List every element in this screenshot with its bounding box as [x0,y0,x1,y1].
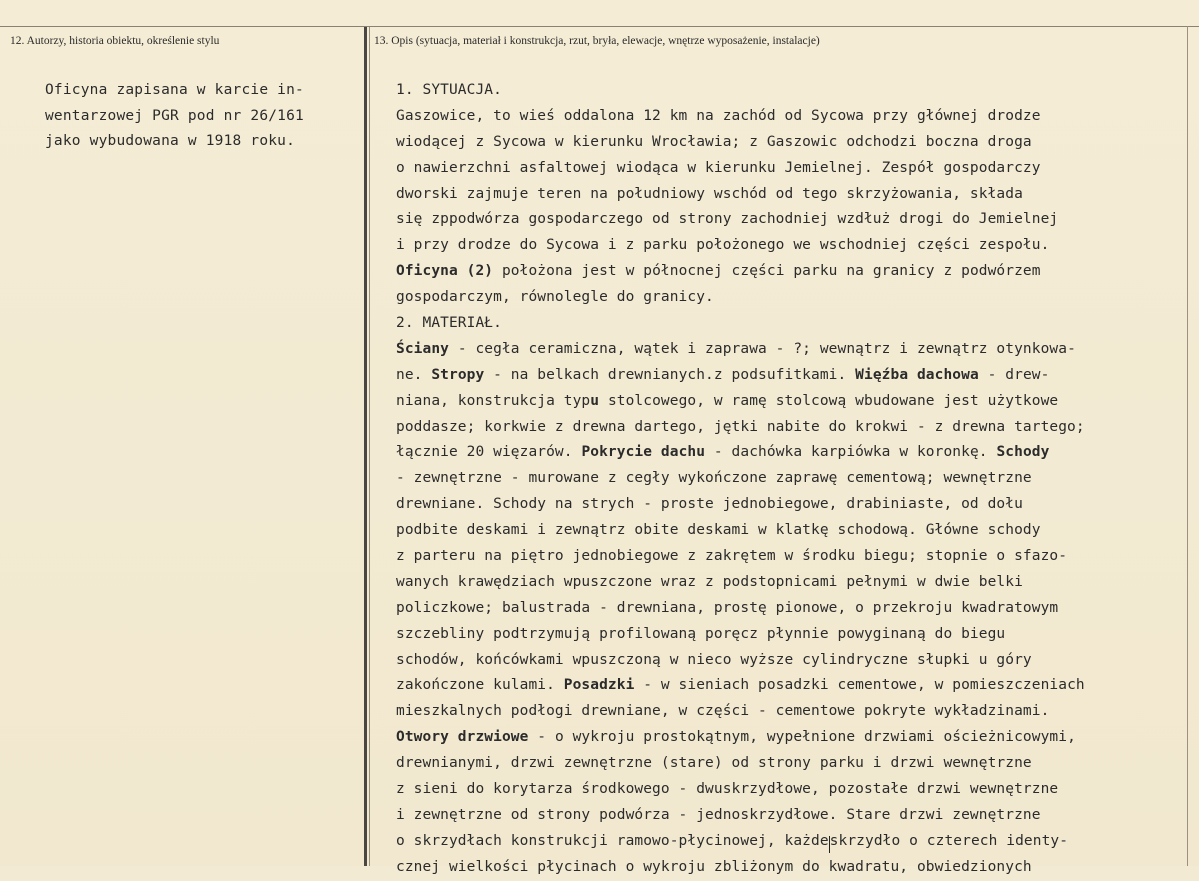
description-line [396,337,1186,363]
description-line [396,648,1186,674]
left-line: jako wybudowana w 1918 roku. [45,133,296,149]
line-text: - zewnętrzne - murowane z cegły wykończone zaprawę cementową; wewnętrzne [396,470,1032,487]
line-text: z parteru na piętro jednobiegowe z zakrętem w środku biegu; stopnie o sfazo- [396,548,1068,565]
line-text: cznej wielkości płycinach o wykroju zbliżonym do kwadratu, obwiedzionych [396,858,1032,875]
description-line [396,544,1186,570]
line-text: z sieni do korytarza środkowego - dwuskrzydłowe, pozostałe drzwi wewnętrzne [396,781,1059,798]
description-line [396,803,1186,829]
line-text: łącznie 20 więzarów. [396,444,582,461]
description-line [396,466,1186,492]
line-text: - cegła ceramiczna, wątek i zaprawa - ?; wewnątrz i zewnątrz otynkowa- [448,340,1076,357]
line-text: skrzydło o czterech identy- [829,832,1069,849]
line-text: dworski zajmuje teren na południowy wschód od tego skrzyżowania, składa [396,185,1023,202]
line-text: wanych krawędziach wpuszczone wraz z podstopnicami pełnymi w dwie belki [396,573,1023,590]
line-text: i przy drodze do Sycowa i z parku położonego we wschodniej części zespołu. [396,237,1050,254]
line-text: drewnianymi, drzwi zewnętrzne (stare) od strony parku i drzwi wewnętrzne [396,755,1032,772]
description-line [396,855,1186,881]
line-text: i zewnętrzne od strony podwórza - jednoskrzydłowe. Stare drzwi zewnętrzne [396,806,1041,823]
description-line [396,751,1186,777]
line-text: - o wykroju prostokątnym, wypełnione drzwiami ościeżnicowymi, [528,729,1076,746]
left-line: wentarzowej PGR pod nr 26/161 [45,107,304,124]
column-divider [364,27,367,866]
line-text: policzkowe; balustrada - drewniana, prostę pionowe, o przekroju kwadratowym [396,599,1059,616]
bold-heading-text: u [590,392,600,409]
description-line [396,570,1186,596]
description-line [396,182,1186,208]
line-text: się zppodwórza gospodarczego od strony zachodniej wzdłuż drogi do Jemielnej [396,211,1059,228]
description-line [396,699,1186,725]
line-text: 2. MATERIAŁ. [396,315,502,332]
right-border [1187,26,1188,866]
line-text: schodów, końcówkami wpuszczoną w nieco wyższe cylindryczne słupki u góry [396,651,1032,668]
bold-heading-text: Ściany [396,340,449,357]
description-line [396,78,1186,104]
description-line [396,363,1186,389]
description-line [396,596,1186,622]
line-text: położona jest w północnej części parku na granicy z podwórzem [493,263,1041,280]
bold-heading-text: Stropy [431,366,485,383]
line-text: niana, konstrukcja typ [396,392,591,409]
line-text: gospodarczym, równolegle do granicy. [396,289,714,306]
left-column-text [45,78,345,155]
description-text [396,78,1186,881]
description-line [396,622,1186,648]
description-line [396,311,1186,337]
description-line [396,415,1186,441]
bold-heading-text: Więźba dachowa [855,366,979,383]
section-13-header: 13. Opis (sytuacja, materiał i konstrukcja, rzut, bryła, elewacje, wnętrze wyposażenie, instalacje) [374,35,820,47]
description-line [396,156,1186,182]
bold-heading-text: Posadzki [563,677,635,694]
line-text: ne. [396,366,432,383]
line-text: podbite deskami i zewnątrz obite deskami w klatkę schodową. Główne schody [396,522,1041,539]
section-12-header: 12. Autorzy, historia obiektu, określenie stylu [10,35,220,47]
description-line [396,130,1186,156]
line-text: - na belkach drewnianych.z podsufitkami. [484,366,856,383]
line-text: poddasze; korkwie z drewna dartego, jętki nabite do krokwi - z drewna tartego; [396,418,1085,435]
description-line [396,233,1186,259]
line-text: zakończone kulami. [396,677,564,694]
bold-heading-text: Otwory drzwiowe [396,729,529,746]
bold-heading-text: Pokrycie dachu [581,444,706,461]
bold-heading-text: Oficyna (2) [396,263,494,280]
line-text: wiodącej z Sycowa w kierunku Wrocławia; z Gaszowic odchodzi boczna droga [396,133,1032,150]
line-text: Gaszowice, to wieś oddalona 12 km na zachód od Sycowa przy głównej drodze [396,107,1041,124]
description-line [396,285,1186,311]
bold-heading-text: Schody [996,444,1050,461]
line-text: - w sieniach posadzki cementowe, w pomieszczeniach [634,677,1085,694]
line-text: o skrzydłach konstrukcji ramowo-płycinowej, każde [396,832,829,849]
top-rule [0,26,1199,27]
description-line [396,829,1186,855]
description-line [396,259,1186,285]
line-text: 1. SYTUACJA. [396,82,502,98]
line-text: o nawierzchni asfaltowej wiodąca w kierunku Jemielnej. Zespół gospodarczy [396,159,1041,176]
line-text: drewniane. Schody na strych - proste jednobiegowe, drabiniaste, od dołu [396,496,1023,513]
description-line [396,207,1186,233]
line-text: szczebliny podtrzymują profilowaną poręcz płynnie powyginaną do biegu [396,625,1006,642]
column-divider-thin [369,27,370,866]
description-line [396,104,1186,130]
description-line [396,725,1186,751]
description-line [396,518,1186,544]
description-line [396,492,1186,518]
description-line [396,440,1186,466]
line-text: - dachówka karpiówka w koronkę. [705,444,997,461]
left-line: Oficyna zapisana w karcie in- [45,82,304,98]
line-text: mieszkalnych podłogi drewniane, w części - cementowe pokryte wykładzinami. [396,703,1050,720]
line-text: stolcowego, w ramę stolcową wbudowane jest użytkowe [599,392,1059,409]
description-line [396,777,1186,803]
description-line [396,389,1186,415]
description-line [396,673,1186,699]
line-text: - drew- [978,366,1050,383]
